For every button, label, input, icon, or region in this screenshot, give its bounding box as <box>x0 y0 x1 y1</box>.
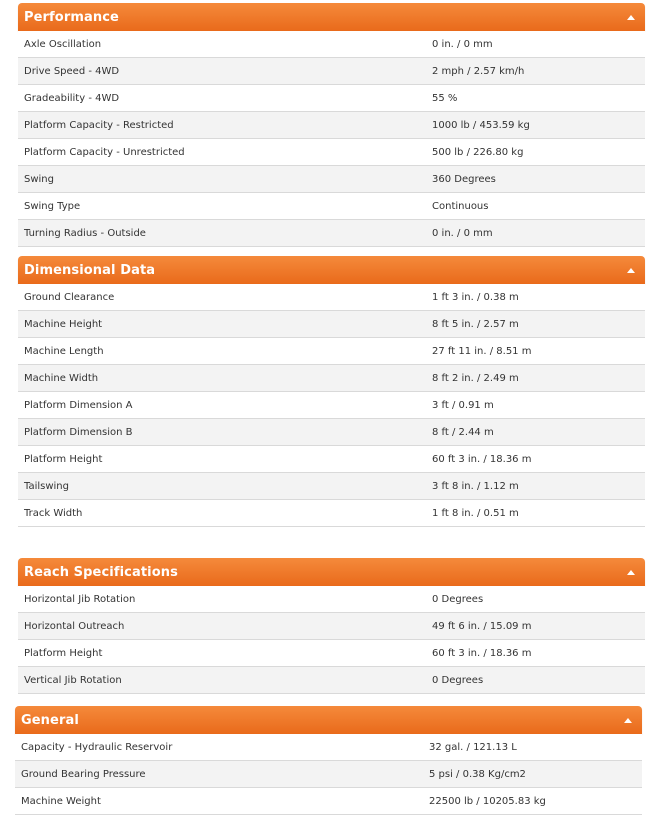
spec-row <box>18 58 645 85</box>
spec-row <box>15 734 642 761</box>
section-title: Reach Specifications <box>24 564 178 580</box>
spec-label: Platform Height <box>24 453 103 465</box>
spec-row <box>18 613 645 640</box>
spec-row <box>18 112 645 139</box>
spec-label: Ground Clearance <box>24 291 115 303</box>
spec-row <box>18 419 645 446</box>
spec-label: Track Width <box>24 507 83 519</box>
spec-value: 60 ft 3 in. / 18.36 m <box>432 453 532 465</box>
section-reach-specifications <box>18 558 645 694</box>
spec-value: 0 in. / 0 mm <box>432 227 493 239</box>
spec-row <box>15 788 642 815</box>
spec-row <box>18 365 645 392</box>
spec-label: Machine Height <box>24 318 103 330</box>
spec-label: Vertical Jib Rotation <box>24 674 122 686</box>
spec-row <box>18 392 645 419</box>
spec-label: Platform Capacity - Unrestricted <box>24 146 185 158</box>
section-header-performance[interactable] <box>18 3 645 31</box>
section-performance <box>18 3 645 247</box>
spec-value: Continuous <box>432 200 489 212</box>
section-title: Performance <box>24 9 119 25</box>
spec-label: Turning Radius - Outside <box>24 227 146 239</box>
spec-label: Machine Length <box>24 345 104 357</box>
spec-value: 5 psi / 0.38 Kg/cm2 <box>429 768 526 780</box>
spec-label: Horizontal Outreach <box>24 620 125 632</box>
collapse-caret-icon[interactable] <box>624 718 632 723</box>
spec-value: 3 ft / 0.91 m <box>432 399 494 411</box>
spec-value: 1 ft 8 in. / 0.51 m <box>432 507 519 519</box>
collapse-caret-icon[interactable] <box>627 268 635 273</box>
spec-row <box>18 139 645 166</box>
spec-label: Axle Oscillation <box>24 38 102 50</box>
spec-label: Gradeability - 4WD <box>24 92 120 104</box>
spec-row <box>18 338 645 365</box>
spec-label: Machine Weight <box>21 795 101 807</box>
spec-row <box>18 166 645 193</box>
spec-value: 32 gal. / 121.13 L <box>429 741 517 753</box>
spec-value: 500 lb / 226.80 kg <box>432 146 524 158</box>
spec-row <box>18 500 645 527</box>
spec-value: 27 ft 11 in. / 8.51 m <box>432 345 532 357</box>
spec-value: 0 Degrees <box>432 593 484 605</box>
spec-row <box>18 311 645 338</box>
spec-value: 8 ft 2 in. / 2.49 m <box>432 372 519 384</box>
spec-row <box>15 761 642 788</box>
spec-label: Swing <box>24 173 54 185</box>
section-title: General <box>21 712 79 728</box>
section-general <box>15 706 642 815</box>
spec-value: 1 ft 3 in. / 0.38 m <box>432 291 519 303</box>
spec-label: Capacity - Hydraulic Reservoir <box>21 741 173 753</box>
section-header-reach-specifications[interactable] <box>18 558 645 586</box>
collapse-caret-icon[interactable] <box>627 570 635 575</box>
spec-row <box>18 284 645 311</box>
spec-label: Machine Width <box>24 372 99 384</box>
spec-row <box>18 85 645 112</box>
spec-value: 360 Degrees <box>432 173 496 185</box>
section-title: Dimensional Data <box>24 262 156 278</box>
spec-row <box>18 473 645 500</box>
spec-row <box>18 667 645 694</box>
spec-label: Platform Capacity - Restricted <box>24 119 174 131</box>
spec-label: Drive Speed - 4WD <box>24 65 120 77</box>
spec-value: 1000 lb / 453.59 kg <box>432 119 530 131</box>
spec-value: 0 Degrees <box>432 674 484 686</box>
spec-value: 2 mph / 2.57 km/h <box>432 65 525 77</box>
spec-value: 8 ft / 2.44 m <box>432 426 494 438</box>
spec-row <box>18 31 645 58</box>
spec-label: Ground Bearing Pressure <box>21 768 146 780</box>
section-header-general[interactable] <box>15 706 642 734</box>
spec-row <box>18 193 645 220</box>
section-header-dimensional-data[interactable] <box>18 256 645 284</box>
collapse-caret-icon[interactable] <box>627 15 635 20</box>
spec-value: 55 % <box>432 92 458 104</box>
spec-value: 0 in. / 0 mm <box>432 38 493 50</box>
spec-label: Platform Dimension A <box>24 399 133 411</box>
spec-row <box>18 640 645 667</box>
spec-value: 8 ft 5 in. / 2.57 m <box>432 318 519 330</box>
spec-value: 22500 lb / 10205.83 kg <box>429 795 546 807</box>
spec-row <box>18 220 645 247</box>
section-dimensional-data <box>18 256 645 527</box>
spec-row <box>18 446 645 473</box>
spec-label: Horizontal Jib Rotation <box>24 593 136 605</box>
spec-value: 3 ft 8 in. / 1.12 m <box>432 480 519 492</box>
spec-value: 49 ft 6 in. / 15.09 m <box>432 620 532 632</box>
spec-label: Tailswing <box>24 480 69 492</box>
spec-value: 60 ft 3 in. / 18.36 m <box>432 647 532 659</box>
spec-label: Swing Type <box>24 200 81 212</box>
spec-row <box>18 586 645 613</box>
spec-label: Platform Dimension B <box>24 426 133 438</box>
spec-label: Platform Height <box>24 647 103 659</box>
